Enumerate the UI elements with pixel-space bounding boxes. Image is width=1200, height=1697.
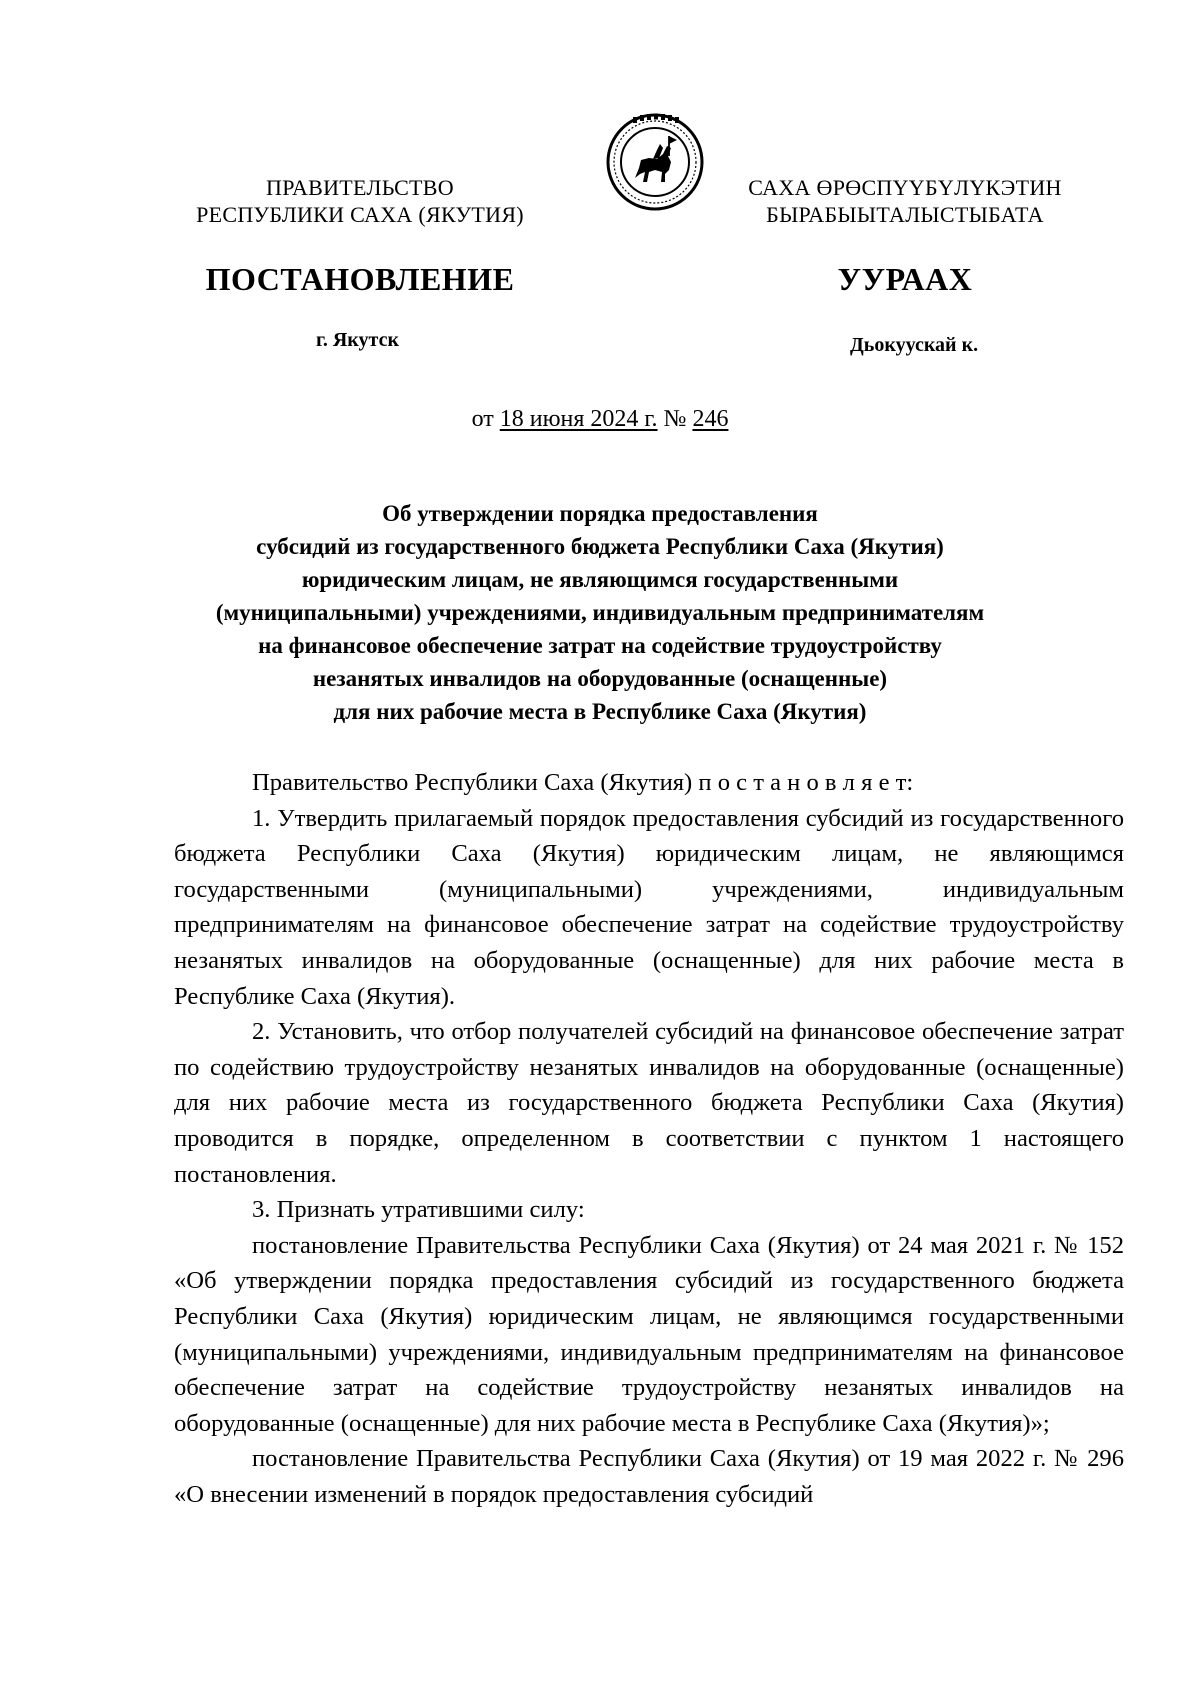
header-right-line-1: САХА ӨРӨСПҮҮБҮЛҮКЭТИН [748, 175, 1062, 200]
title-line: Об утверждении порядка предоставления [382, 501, 818, 526]
title-line: юридическим лицам, не являющимся государственными [301, 567, 899, 592]
city-russian: г. Якутск [316, 329, 399, 351]
document-title [160, 497, 1040, 728]
header-left-line-2: РЕСПУБЛИКИ САХА (ЯКУТИЯ) [196, 202, 524, 227]
doc-type-russian: ПОСТАНОВЛЕНИЕ [205, 261, 515, 297]
date-prefix: от [471, 406, 494, 432]
body-intro: Правительство Республики Саха (Якутия) п о с т а н о в л я е т: [252, 769, 914, 796]
number-sign: № [663, 406, 687, 432]
document-date: 18 июня 2024 г. [499, 406, 658, 432]
coat-of-arms-yakutia-icon [605, 112, 705, 212]
date-number-line [0, 404, 1200, 434]
doc-type-yakut: УУРААХ [837, 261, 973, 297]
body-paragraph: постановление Правительства Республики Саха (Якутия) от 24 мая 2021 г. № 152 «Об утверждении порядка предоставления субсидий из государственного бюджета Республики Саха (Якутия) юридическим лицам, не являющимся государственными (муниципальными) учреждениями, индивидуальным предпринимателям на финансовое обеспечение затрат на содействие трудоустройству незанятых инвалидов на оборудованные (оснащенные) для них рабочие места в Республике Саха (Якутия)»; [174, 1231, 1124, 1437]
body-paragraph: 3. Признать утратившими силу: [252, 1196, 585, 1224]
header-right-line-2: БЫРАБЫЫТАЛЫСТЫБАТА [766, 202, 1044, 227]
body-paragraph: 2. Установить, что отбор получателей субсидий на финансовое обеспечение затрат по содействию трудоустройству незанятых инвалидов на оборудованные (оснащенные) для них рабочие места из государственного бюджета Республики Саха (Якутия) проводится в порядке, определенном в соответствии с пунктом 1 настоящего постановления. [174, 1018, 1124, 1188]
document-number: 246 [692, 406, 729, 432]
title-line: на финансовое обеспечение затрат на содействие трудоустройству [258, 633, 942, 658]
body-paragraph: 1. Утвердить прилагаемый порядок предоставления субсидий из государственного бюджета Республики Саха (Якутия) юридическим лицам, не являющимся государственными (муниципальными) учреждениями, индивидуальным предпринимателям на финансовое обеспечение затрат на содействие трудоустройству незанятых инвалидов на оборудованные (оснащенные) для них рабочие места в Республике Саха (Якутия). [174, 804, 1124, 1010]
title-line: для них рабочие места в Республике Саха (Якутия) [333, 699, 867, 724]
document-body [174, 765, 1124, 1512]
title-line: субсидий из государственного бюджета Республики Саха (Якутия) [256, 534, 944, 559]
header-right-yakut [735, 174, 1075, 228]
header-left-russian [180, 174, 540, 228]
body-paragraph: постановление Правительства Республики Саха (Якутия) от 19 мая 2022 г. № 296 «О внесении изменений в порядок предоставления субсидий [174, 1445, 1124, 1508]
header-left-line-1: ПРАВИТЕЛЬСТВО [266, 175, 454, 200]
title-line: (муниципальными) учреждениями, индивидуальным предпринимателям [215, 600, 985, 625]
city-yakut: Дьокуускай к. [850, 334, 979, 356]
title-line: незанятых инвалидов на оборудованные (оснащенные) [312, 666, 888, 691]
